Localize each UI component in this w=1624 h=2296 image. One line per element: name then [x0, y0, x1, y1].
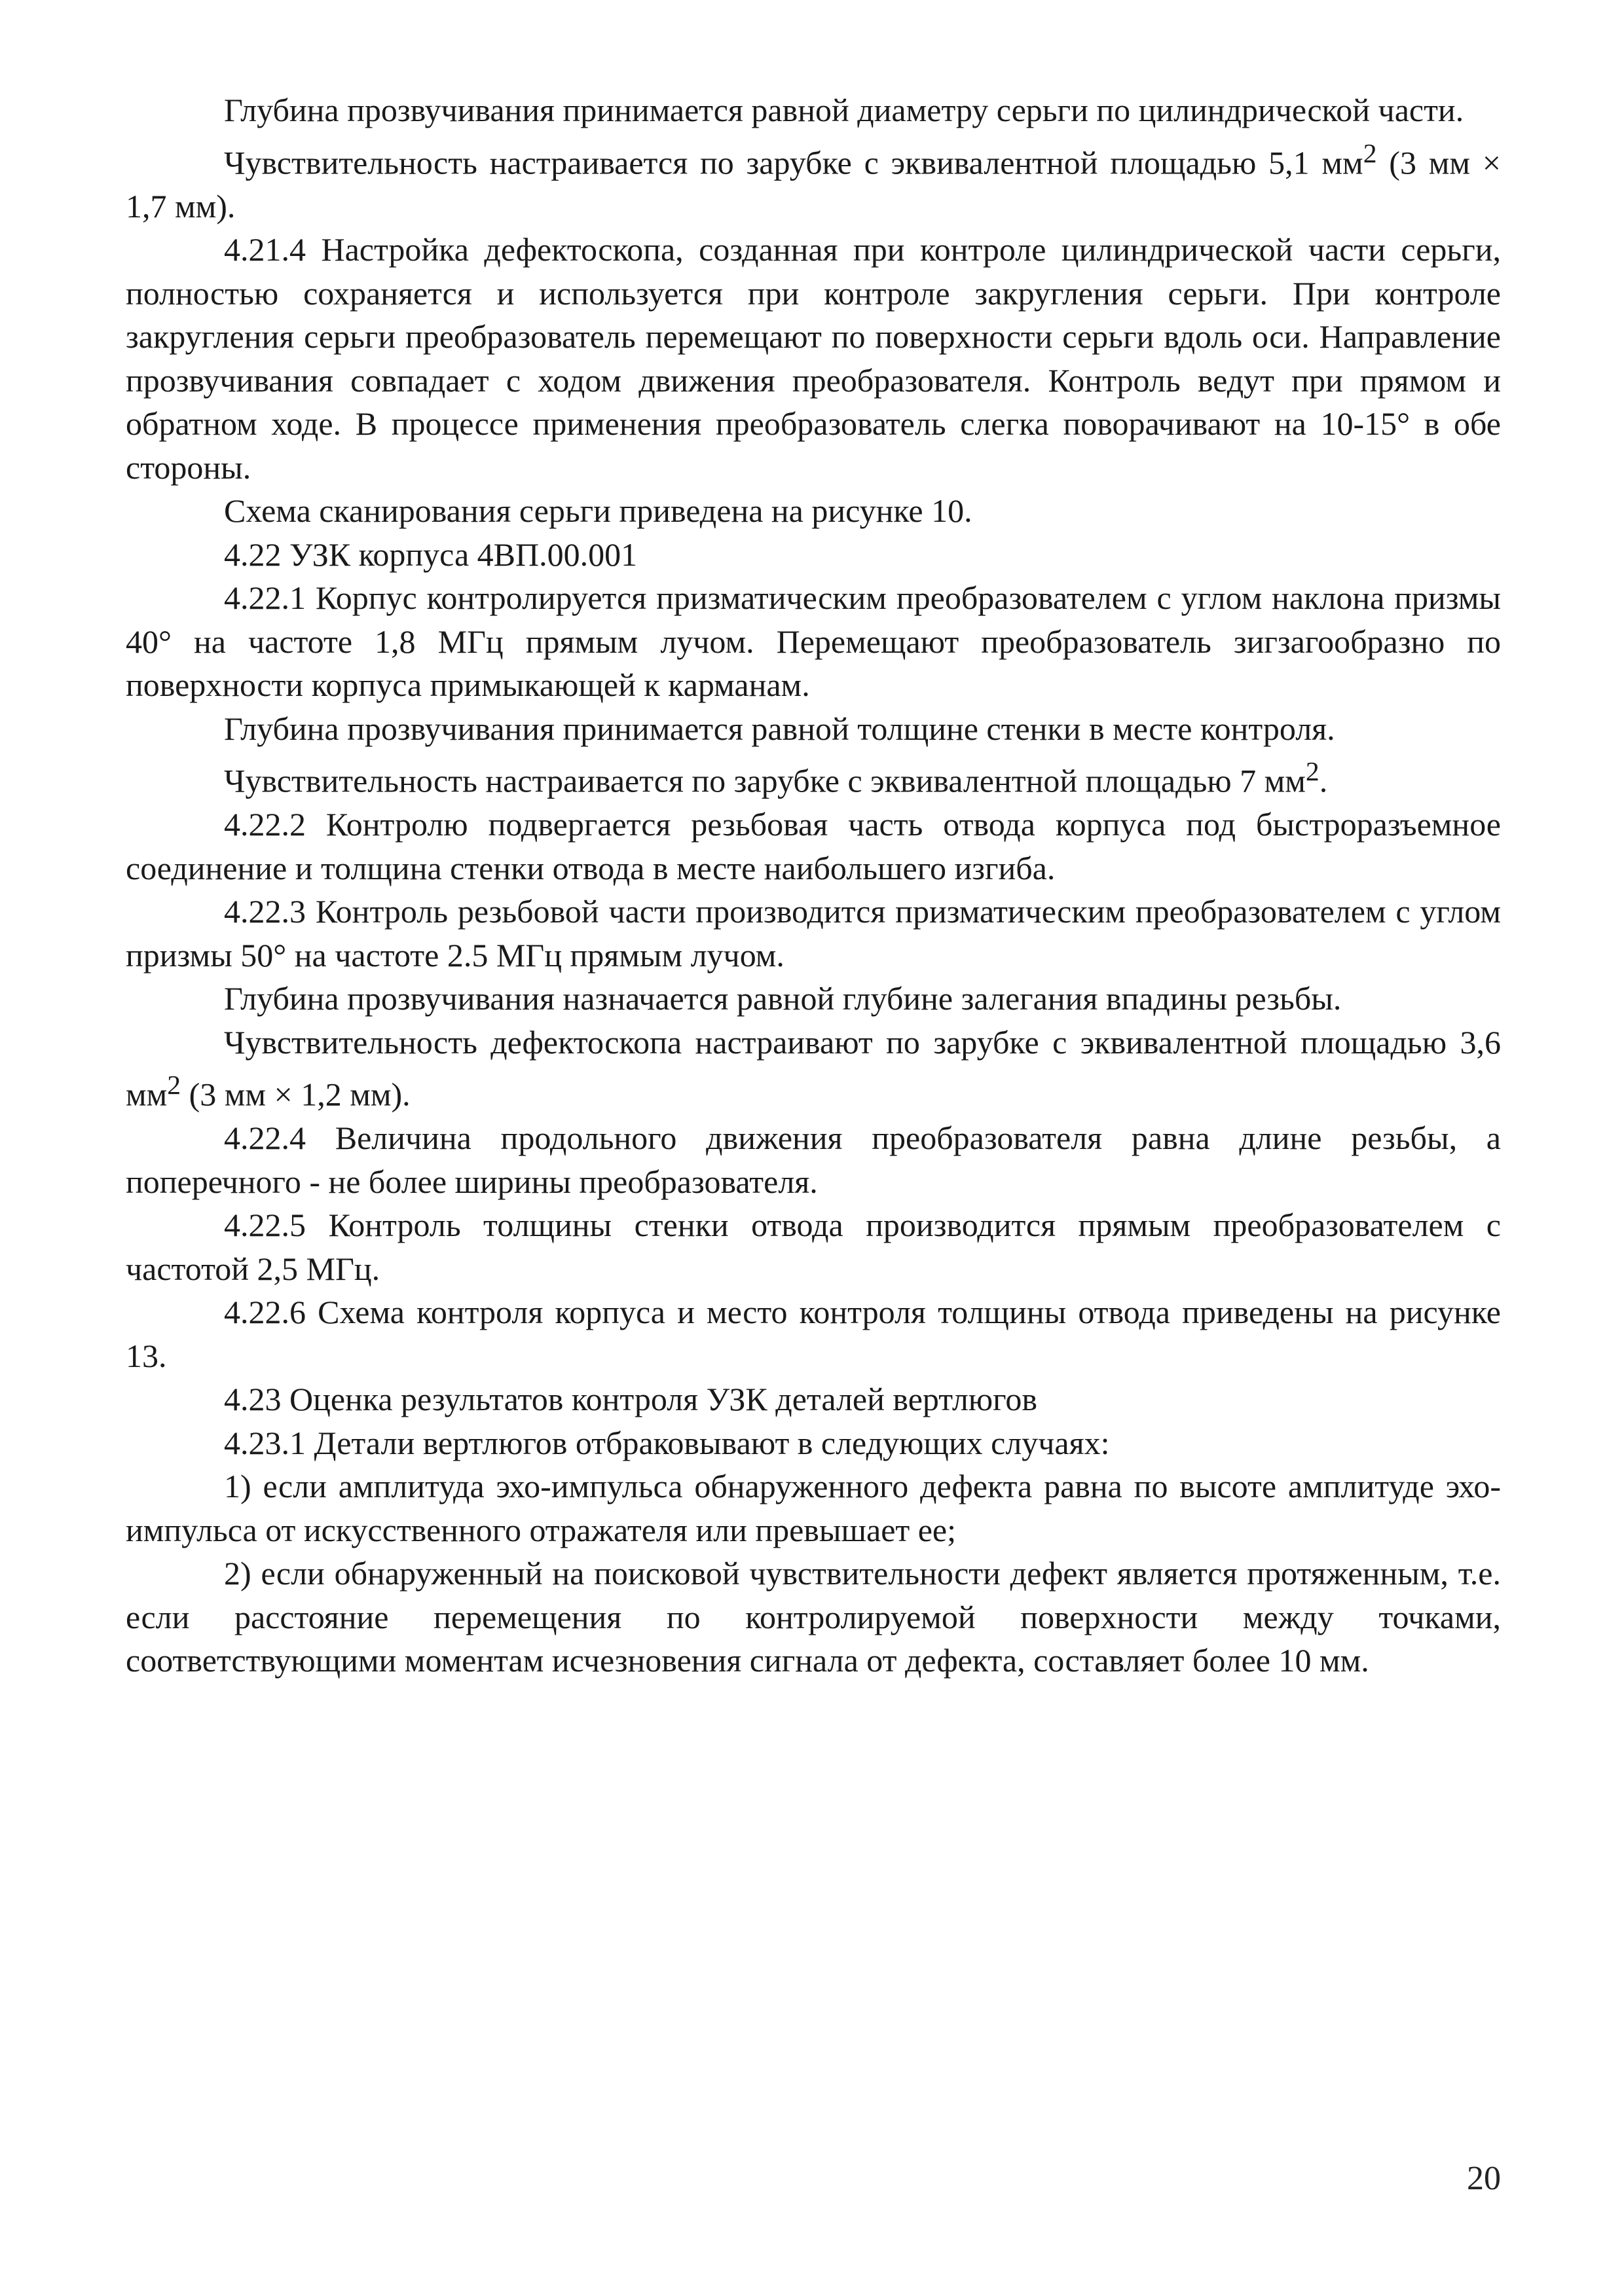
list-item: [126, 1465, 1501, 1552]
paragraph-text: Чувствительность настраивается по зарубке с эквивалентной площадью 7 мм: [224, 762, 1306, 799]
paragraph: [126, 890, 1501, 977]
superscript: 2: [1305, 757, 1320, 788]
paragraph-text: Схема сканирования серьги приведена на рисунке 10.: [224, 492, 972, 530]
superscript: 2: [1363, 138, 1377, 169]
paragraph-text: .: [1319, 762, 1328, 799]
paragraph-text: 4.22 УЗК корпуса 4ВП.00.001: [224, 536, 638, 573]
paragraph-text: 4.22.3 Контроль резьбовой части производится призматическим преобразователем с углом призмы 50° на частоте 2.5 МГц прямым лучом.: [126, 893, 1501, 974]
paragraph-text: Глубина прозвучивания назначается равной глубине залегания впадины резьбы.: [224, 980, 1342, 1017]
paragraph-text: 2) если обнаруженный на поисковой чувствительности дефект является протяженным, т.е. если расстояние перемещения по контролируемой поверхности между точками, соответствующими моментам исчезновения сигнала от дефекта, составляет более 10 мм.: [126, 1555, 1501, 1679]
paragraph: [126, 803, 1501, 890]
paragraph-text: (3 мм × 1,7 мм).: [126, 144, 1501, 225]
superscript: 2: [167, 1070, 181, 1101]
paragraph-text: 4.23 Оценка результатов контроля УЗК деталей вертлюгов: [224, 1381, 1038, 1418]
section-heading: [126, 1377, 1501, 1421]
paragraph-text: 4.22.1 Корпус контролируется призматическим преобразователем с углом наклона призмы 40° на частоте 1,8 МГц прямым лучом. Перемещают преобразователь зигзагообразно по поверхности корпуса примыкающей к карманам.: [126, 579, 1501, 704]
paragraph-text: 4.22.6 Схема контроля корпуса и место контроля толщины отвода приведены на рисунке 13.: [126, 1294, 1501, 1374]
paragraph-text: 4.22.5 Контроль толщины стенки отвода производится прямым преобразователем с частотой 2,5 МГц.: [126, 1207, 1501, 1287]
paragraph: [126, 707, 1501, 751]
paragraph-text: Глубина прозвучивания принимается равной толщине стенки в месте контроля.: [224, 710, 1335, 747]
paragraph: [126, 132, 1501, 228]
paragraph-text: (3 мм × 1,2 мм).: [181, 1076, 411, 1113]
paragraph-text: 4.21.4 Настройка дефектоскопа, созданная при контроле цилиндрической части серьги, полностью сохраняется и используется при контроле закругления серьги. При контроле закругления серьги преобразователь перемещают по поверхности серьги вдоль оси. Направление прозвучивания совпадает с ходом движения преобразователя. Контроль ведут при прямом и обратном ходе. В процессе применения преобразователь слегка поворачивают на 10-15° в обе стороны.: [126, 231, 1501, 486]
paragraph-text: 1) если амплитуда эхо-импульса обнаруженного дефекта равна по высоте амплитуде эхо-импульса от искусственного отражателя или превышает ее;: [126, 1468, 1501, 1548]
section-heading: [126, 533, 1501, 577]
list-item: [126, 1552, 1501, 1683]
paragraph: [126, 1021, 1501, 1117]
paragraph: [126, 1421, 1501, 1465]
paragraph-text: Глубина прозвучивания принимается равной диаметру серьги по цилиндрической части.: [224, 92, 1464, 128]
paragraph: [126, 88, 1501, 132]
paragraph: [126, 576, 1501, 707]
paragraph-text: Чувствительность настраивается по зарубке с эквивалентной площадью 5,1 мм: [224, 144, 1363, 181]
paragraph: [126, 489, 1501, 533]
paragraph: [126, 228, 1501, 489]
paragraph-text: 4.23.1 Детали вертлюгов отбраковывают в следующих случаях:: [224, 1424, 1110, 1461]
page-number: 20: [1467, 2160, 1501, 2197]
paragraph-text: 4.22.2 Контролю подвергается резьбовая часть отвода корпуса под быстроразъемное соединение и толщина стенки отвода в месте наибольшего изгиба.: [126, 806, 1501, 886]
paragraph: [126, 1290, 1501, 1377]
paragraph: [126, 977, 1501, 1021]
paragraph-text: 4.22.4 Величина продольного движения преобразователя равна длине резьбы, а поперечного - не более ширины преобразователя.: [126, 1120, 1501, 1200]
document-body: [126, 88, 1501, 1683]
paragraph: [126, 1116, 1501, 1203]
paragraph: [126, 1203, 1501, 1290]
paragraph: [126, 750, 1501, 803]
paragraph-text: Чувствительность дефектоскопа настраивают по зарубке с эквивалентной площадью 3,6 мм: [126, 1023, 1501, 1113]
